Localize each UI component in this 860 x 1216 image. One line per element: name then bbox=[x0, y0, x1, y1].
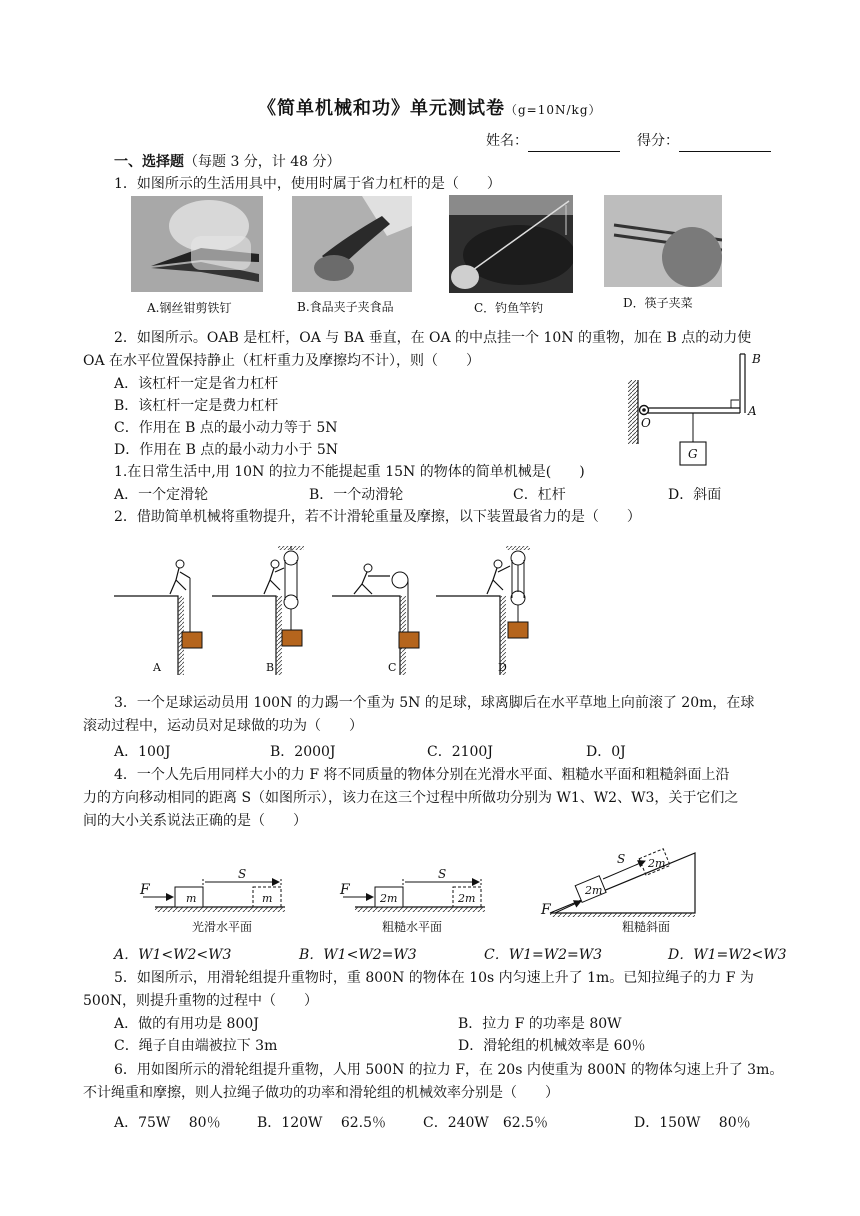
q5-option-d: D．0J bbox=[586, 744, 626, 760]
q6-option-b: B．W1<W2=W3 bbox=[299, 947, 417, 963]
tongs-icon bbox=[292, 196, 412, 292]
mass-label-2b: 2m bbox=[458, 892, 476, 905]
q3-stem: 1.在日常生活中,用 10N 的拉力不能提起重 15N 的物体的简单机械是( ) bbox=[114, 464, 585, 480]
q5-stem-line1: 3．一个足球运动员用 100N 的力踢一个重为 5N 的足球，球离脚后在水平草地上向前滚了 20m，在球 bbox=[114, 695, 755, 711]
name-field: 姓名： bbox=[486, 130, 620, 152]
q5-option-b: B．2000J bbox=[270, 744, 336, 760]
q7-option-c: C．绳子自由端被拉下 3m bbox=[114, 1038, 278, 1054]
setup-d bbox=[436, 546, 530, 675]
q1-caption-a: A.钢丝钳剪铁钉 bbox=[147, 301, 232, 315]
q6-stem-line2: 力的方向移动相同的距离 S（如图所示），该力在这三个过程中所做功分别为 W1、W2、W3，关于它们之 bbox=[83, 790, 739, 806]
distance-label-3: S bbox=[617, 852, 626, 866]
q1-caption-c: C．钓鱼竿钓 bbox=[474, 301, 544, 315]
lever-label-a: A bbox=[748, 404, 757, 418]
pulley-label-d: D bbox=[498, 661, 507, 674]
q1-caption-d: D．筷子夹菜 bbox=[623, 296, 693, 310]
q1-caption-b: B.食品夹子夹食品 bbox=[297, 300, 394, 314]
q7-option-b: B．拉力 F 的功率是 80W bbox=[458, 1016, 622, 1032]
setup-c bbox=[332, 564, 419, 675]
slope-caption: 粗糙斜面 bbox=[622, 920, 671, 934]
q3-option-a: A．一个定滑轮 bbox=[114, 487, 209, 503]
q3-option-d: D．斜面 bbox=[668, 487, 722, 503]
q8-stem-line1: 6．用如图所示的滑轮组提升重物，人用 500N 的拉力 F，在 20s 内使重为 800N 的物体匀速上升了 3m。 bbox=[114, 1062, 784, 1078]
distance-label-1: S bbox=[238, 867, 247, 881]
pulley-label-b: B bbox=[266, 661, 275, 674]
q2-stem-line1: 2．如图所示。OAB 是杠杆，OA 与 BA 垂直，在 OA 的中点挂一个 10N 的重物，加在 B 点的动力使 bbox=[114, 330, 752, 346]
work-diagrams bbox=[135, 845, 700, 925]
q6-option-a: A．W1<W2<W3 bbox=[114, 947, 232, 963]
q8-stem-line2: 不计绳重和摩擦，则人拉绳子做功的功率和滑轮组的机械效率分别是（ ） bbox=[83, 1085, 559, 1101]
mass-label-3: 2m bbox=[585, 884, 603, 897]
pliers-icon bbox=[131, 196, 263, 292]
lever-label-g: G bbox=[688, 447, 698, 461]
q3-option-c: C．杠杆 bbox=[513, 487, 566, 503]
q6-stem-line1: 4．一个人先后用同样大小的力 F 将不同质量的物体分别在光滑水平面、粗糙水平面和粗糙斜面上沿 bbox=[114, 767, 730, 783]
q2-option-a: A．该杠杆一定是省力杠杆 bbox=[114, 376, 279, 392]
pliers-photo bbox=[131, 196, 263, 292]
score-field: 得分： bbox=[637, 130, 771, 152]
smooth-caption: 光滑水平面 bbox=[192, 920, 253, 934]
pulley-label-c: C bbox=[388, 661, 397, 674]
mass-label-1: m bbox=[186, 892, 197, 905]
setup-a bbox=[114, 560, 202, 675]
page-title: 《简单机械和功》单元测试卷（g=10N/kg） bbox=[258, 98, 602, 119]
q2-stem-line2: OA 在水平位置保持静止（杠杆重力及摩擦均不计），则（ ） bbox=[83, 353, 481, 369]
q6-option-c: C．W1=W2=W3 bbox=[484, 947, 603, 963]
mass-label-2: 2m bbox=[380, 892, 398, 905]
mass-label-1b: m bbox=[262, 892, 273, 905]
score-blank[interactable] bbox=[679, 137, 771, 152]
title-note: （g=10N/kg） bbox=[505, 103, 602, 117]
fishing-rod-icon bbox=[449, 195, 573, 293]
q5-stem-line2: 滚动过程中，运动员对足球做的功为（ ） bbox=[83, 718, 363, 734]
force-label-1: F bbox=[140, 882, 150, 898]
q7-stem-line1: 5．如图所示，用滑轮组提升重物时，重 800N 的物体在 10s 内匀速上升了 1m。已知拉绳子的力 F 为 bbox=[114, 970, 754, 986]
q8-option-c: C．240W 62.5％ bbox=[423, 1115, 548, 1131]
rough-caption: 粗糙水平面 bbox=[382, 920, 443, 934]
pulley-diagrams bbox=[110, 540, 540, 675]
food-tongs-photo bbox=[292, 196, 412, 292]
q7-stem-line2: 500N，则提升重物的过程中（ ） bbox=[83, 993, 318, 1009]
chopsticks-icon bbox=[604, 195, 722, 287]
q7-option-a: A．做的有用功是 800J bbox=[114, 1016, 259, 1032]
q6-stem-line3: 间的大小关系说法正确的是（ ） bbox=[83, 813, 307, 829]
lever-label-o: O bbox=[641, 416, 651, 430]
force-label-2: F bbox=[340, 882, 350, 898]
fishing-rod-photo bbox=[449, 195, 573, 293]
q8-option-a: A．75W 80％ bbox=[114, 1115, 221, 1131]
q4-stem: 2．借助简单机械将重物提升，若不计滑轮重量及摩擦，以下装置最省力的是（ ） bbox=[114, 509, 641, 525]
name-blank[interactable] bbox=[528, 137, 620, 152]
q2-option-c: C．作用在 B 点的最小动力等于 5N bbox=[114, 420, 338, 436]
force-label-3: F bbox=[541, 902, 551, 918]
q2-option-b: B．该杠杆一定是费力杠杆 bbox=[114, 398, 279, 414]
setup-b bbox=[212, 546, 304, 675]
chopsticks-photo bbox=[604, 195, 722, 287]
q2-option-d: D．作用在 B 点的最小动力小于 5N bbox=[114, 442, 339, 458]
lever-label-b: B bbox=[752, 352, 761, 366]
mass-label-3b: 2m bbox=[648, 857, 666, 870]
q1-stem: 1．如图所示的生活用具中，使用时属于省力杠杆的是（ ） bbox=[114, 176, 501, 192]
q3-option-b: B．一个动滑轮 bbox=[309, 487, 404, 503]
q8-option-d: D．150W 80％ bbox=[634, 1115, 751, 1131]
section-heading: 一、选择题（每题 3 分，计 48 分） bbox=[114, 154, 341, 170]
distance-label-2: S bbox=[438, 867, 447, 881]
q5-option-c: C．2100J bbox=[427, 744, 493, 760]
q7-option-d: D．滑轮组的机械效率是 60％ bbox=[458, 1038, 646, 1054]
q6-option-d: D．W1=W2<W3 bbox=[668, 947, 787, 963]
q5-option-a: A．100J bbox=[114, 744, 171, 760]
q8-option-b: B．120W 62.5％ bbox=[257, 1115, 387, 1131]
pulley-label-a: A bbox=[153, 661, 161, 674]
